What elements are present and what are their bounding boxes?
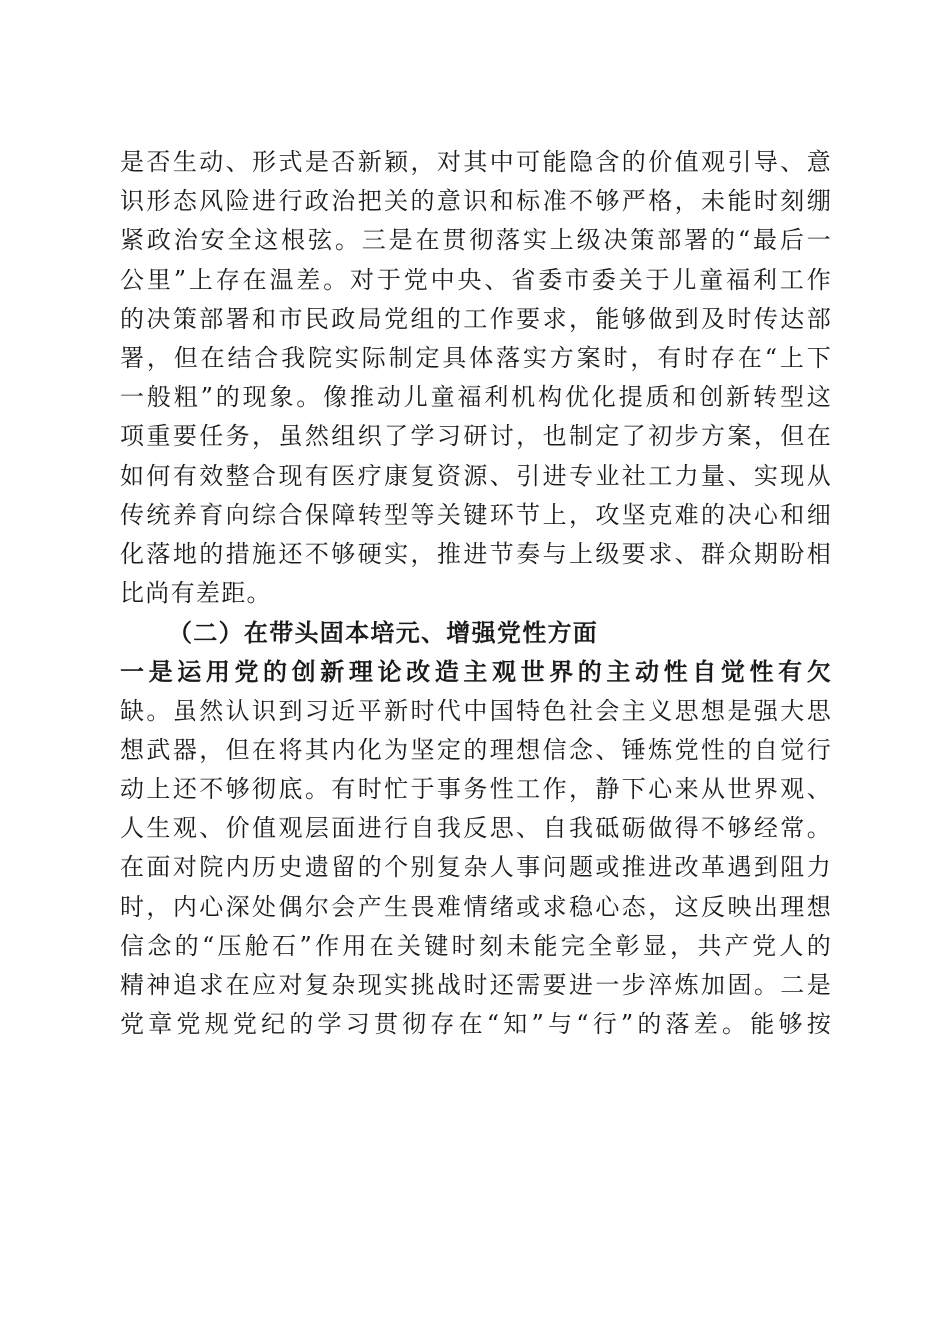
paragraph-line: 时，内心深处偶尔会产生畏难情绪或求稳心态，这反映出理想 [120,892,832,921]
paragraph-line: 精神追求在应对复杂现实挑战时还需要进一步淬炼加固。二是 [120,970,832,999]
paragraph-line: 是否生动、形式是否新颖，对其中可能隐含的价值观引导、意 [120,148,832,176]
paragraph-line: 署，但在结合我院实际制定具体落实方案时，有时存在“上下 [120,343,832,372]
paragraph-line: 传统养育向综合保障转型等关键环节上，攻坚克难的决心和细 [120,500,832,529]
paragraph-line: 项重要任务，虽然组织了学习研讨，也制定了初步方案，但在 [120,422,832,451]
paragraph-line: 一般粗”的现象。像推动儿童福利机构优化提质和创新转型这 [120,383,832,412]
document-body [120,143,832,1044]
paragraph-line: 公里”上存在温差。对于党中央、省委市委关于儿童福利工作 [120,265,832,294]
paragraph-line: 化落地的措施还不够硬实，推进节奏与上级要求、群众期盼相 [120,539,832,568]
paragraph-line: 比尚有差距。 [120,579,272,608]
paragraph-line: 识形态风险进行政治把关的意识和标准不够严格，未能时刻绷 [120,187,832,216]
section-heading: （二）在带头固本培元、增强党性方面 [168,618,599,648]
paragraph-line: 人生观、价值观层面进行自我反思、自我砥砺做得不够经常。 [120,814,832,843]
paragraph-line: 动上还不够彻底。有时忙于事务性工作，静下心来从世界观、 [120,775,832,803]
paragraph-line: 信念的“压舱石”作用在关键时刻未能完全彰显，共产党人的 [120,931,832,960]
paragraph-line: 缺。虽然认识到习近平新时代中国特色社会主义思想是强大思 [120,696,832,725]
paragraph-line: 的决策部署和市民政局党组的工作要求，能够做到及时传达部 [120,304,832,333]
paragraph-line: 党章党规党纪的学习贯彻存在“知”与“行”的落差。能够按 [120,1010,832,1039]
paragraph-line: 紧政治安全这根弦。三是在贯彻落实上级决策部署的“最后一 [120,226,832,255]
paragraph-line: 想武器，但在将其内化为坚定的理想信念、锤炼党性的自觉行 [120,735,832,764]
paragraph-lead-line: 一是运用党的创新理论改造主观世界的主动性自觉性有欠 [120,657,832,687]
paragraph-line: 在面对院内历史遗留的个别复杂人事问题或推进改革遇到阻力 [120,853,832,882]
paragraph-line: 如何有效整合现有医疗康复资源、引进专业社工力量、实现从 [120,461,832,490]
